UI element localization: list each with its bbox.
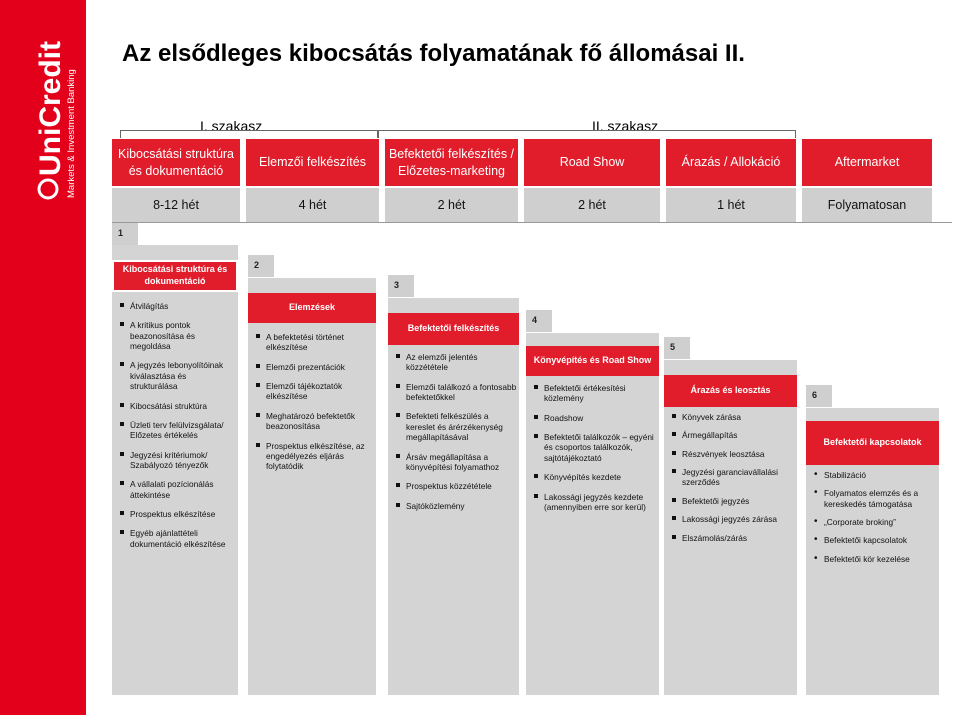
list-item: Lakossági jegyzés zárása: [670, 514, 795, 524]
step-number-4: 4: [526, 310, 552, 332]
stage-structure: Kibocsátási struktúra és dokumentáció: [112, 139, 240, 186]
list-item: Befektetői értékesítési közlemény: [532, 383, 657, 404]
step-number-6: 6: [806, 385, 832, 407]
phase-label-1: I. szakasz: [200, 118, 263, 134]
list-item: Elemzői tájékoztatók elkészítése: [254, 381, 374, 402]
column-1-header: Kibocsátási struktúra és dokumentáció: [112, 260, 238, 292]
list-item: • Befektetői kapcsolatok: [812, 535, 937, 545]
column-5-header: Árazás és leosztás: [664, 375, 797, 407]
list-item: Lakossági jegyzés kezdete (amennyiben erre sor kerül): [532, 492, 657, 513]
column-3-list: [394, 352, 517, 511]
list-item: A befektetési történet elkészítése: [254, 332, 374, 353]
divider: [112, 222, 952, 223]
list-item: Befektetői jegyzés: [670, 496, 795, 506]
list-item: A kritikus pontok beazonosítása és megoldása: [118, 320, 236, 351]
column-4: [526, 333, 659, 695]
step-number-5: 5: [664, 337, 690, 359]
column-6-list: [812, 470, 937, 564]
stage-premarketing: Befektetői felkészítés / Előzetes-marketing: [385, 139, 518, 186]
list-item: A jegyzés lebonyolítóinak kiválasztása és strukturálása: [118, 360, 236, 391]
column-4-header: Könyvépítés és Road Show: [526, 346, 659, 376]
duration-6: Folyamatosan: [802, 188, 932, 222]
column-4-list: [532, 383, 657, 512]
stage-pricing: Árazás / Allokáció: [666, 139, 796, 186]
stage-roadshow: Road Show: [524, 139, 660, 186]
list-item: Elszámolás/zárás: [670, 533, 795, 543]
column-6: [806, 408, 939, 695]
list-item: Elemzői találkozó a fontosabb befektetőkkel: [394, 382, 517, 403]
duration-4: 2 hét: [524, 188, 660, 222]
list-item: Roadshow: [532, 413, 657, 423]
step-number-1: 1: [112, 223, 138, 245]
list-item: Prospektus közzététele: [394, 481, 517, 491]
column-1-list: [118, 301, 236, 549]
duration-5: 1 hét: [666, 188, 796, 222]
list-item: Könyvek zárása: [670, 412, 795, 422]
list-item: • „Corporate broking”: [812, 517, 937, 527]
list-item: Elemzői prezentációk: [254, 362, 374, 372]
column-3: [388, 298, 519, 695]
brand-sidebar: [0, 0, 86, 715]
list-item: Prospektus elkészítése: [118, 509, 236, 519]
list-item: • Befektetői kör kezelése: [812, 554, 937, 564]
list-item: Az elemzői jelentés közzététele: [394, 352, 517, 373]
column-3-header: Befektetői felkészítés: [388, 313, 519, 345]
step-number-3: 3: [388, 275, 414, 297]
column-5: [664, 360, 797, 695]
list-item: Ármegállapítás: [670, 430, 795, 440]
list-item: Üzleti terv felülvizsgálata/ Előzetes értékelés: [118, 420, 236, 441]
step-number-2: 2: [248, 255, 274, 277]
stage-analyst: Elemzői felkészítés: [246, 139, 379, 186]
logo-wordmark: UniCredit: [34, 41, 67, 176]
list-item: • Stabilizáció: [812, 470, 937, 480]
logo-subtitle: Markets & Investment Banking: [66, 69, 77, 198]
column-6-header: Befektetői kapcsolatok: [806, 421, 939, 465]
column-2: [248, 278, 376, 695]
duration-1: 8-12 hét: [112, 188, 240, 222]
column-1: [112, 245, 238, 695]
list-item: • Folyamatos elemzés és a kereskedés támogatása: [812, 488, 937, 509]
column-2-header: Elemzések: [248, 293, 376, 323]
duration-3: 2 hét: [385, 188, 518, 222]
list-item: Sajtóközlemény: [394, 501, 517, 511]
list-item: Befektetői találkozók – egyéni és csoportos találkozók, sajtótájékoztató: [532, 432, 657, 463]
list-item: Jegyzési garanciavállalási szerződés: [670, 467, 795, 488]
stage-aftermarket: Aftermarket: [802, 139, 932, 186]
phase-bracket-2: [378, 130, 796, 138]
duration-2: 4 hét: [246, 188, 379, 222]
unicredit-logo: [8, 40, 78, 200]
phase-bracket-1: [120, 130, 378, 138]
list-item: Átvilágítás: [118, 301, 236, 311]
list-item: Részvények leosztása: [670, 449, 795, 459]
column-5-list: [670, 412, 795, 543]
list-item: Könyvépítés kezdete: [532, 472, 657, 482]
list-item: Jegyzési kritériumok/ Szabályozó tényezők: [118, 450, 236, 471]
list-item: Ársáv megállapítása a könyvépítési folyamathoz: [394, 452, 517, 473]
list-item: Befekteti felkészülés a kereslet és árérzékenység megállapításával: [394, 411, 517, 442]
list-item: Egyéb ajánlattételi dokumentáció elkészítése: [118, 528, 236, 549]
column-2-list: [254, 332, 374, 472]
list-item: A vállalati pozícionálás áttekintése: [118, 479, 236, 500]
page-title: Az elsődleges kibocsátás folyamatának fő állomásai II.: [122, 40, 745, 67]
list-item: Meghatározó befektetők beazonosítása: [254, 411, 374, 432]
phase-label-2: II. szakasz: [592, 118, 659, 134]
list-item: Prospektus elkészítése, az engedélyezés eljárás folytatódik: [254, 441, 374, 472]
list-item: Kibocsátási struktúra: [118, 401, 236, 411]
